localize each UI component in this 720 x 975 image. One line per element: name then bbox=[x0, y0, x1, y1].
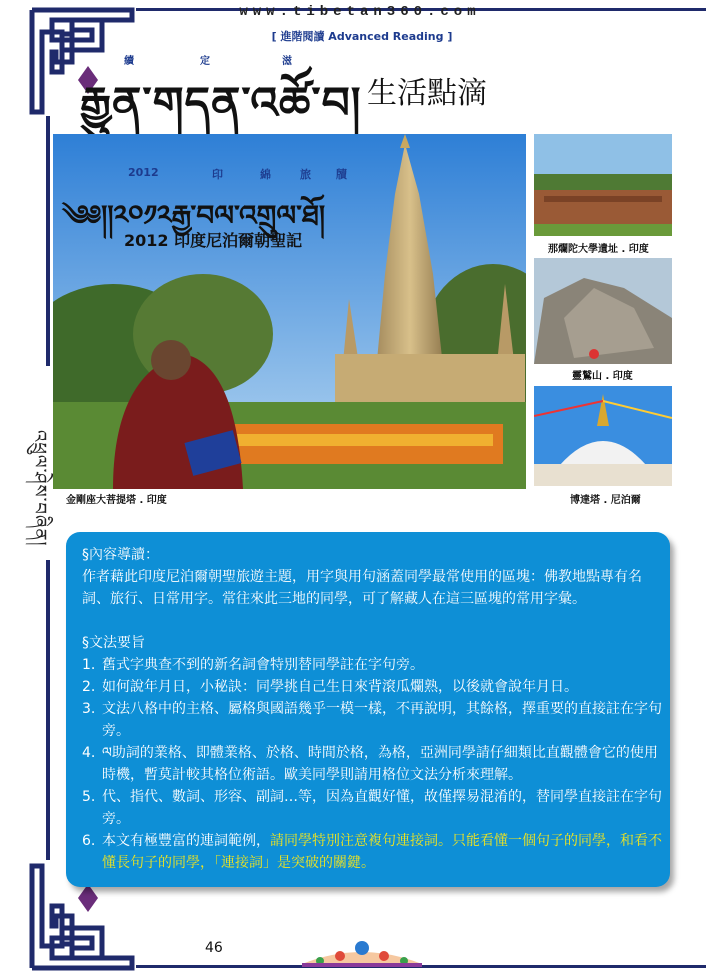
vertical-side-text: འཕྲུལ་ཤེས་བཞིན། bbox=[29, 430, 50, 547]
auspicious-symbols-ornament bbox=[300, 936, 424, 968]
grammar-item: 6. 本文有極豐富的連詞範例，請同學特別注意複句連接詞。只能看懂一個句子的同學，和看不懂長句子的同學，「連接詞」是突破的關鍵。 bbox=[82, 833, 662, 871]
heading-gloss-2: 印 bbox=[212, 168, 223, 181]
level-tag: [ 進階閱讀 Advanced Reading ] bbox=[271, 30, 453, 43]
highlighted-text: 請同學特別注意複句連接詞。只能看懂一個句子的同學，和看不懂長句子的同學，「連接詞」是突破的關鍵。 bbox=[102, 833, 662, 871]
grammar-item: 3. 文法八格中的主格、屬格與國語幾乎一模一樣，不再說明，其餘格，擇重要的直接註在字句旁。 bbox=[82, 701, 662, 739]
side-photo-caption-3: 博達塔 . 尼泊爾 bbox=[570, 495, 641, 506]
grammar-list bbox=[82, 654, 662, 874]
left-border-stripe-bottom bbox=[42, 560, 54, 860]
page-number: 46 bbox=[205, 940, 223, 956]
heading-gloss-5: 牘 bbox=[336, 168, 347, 181]
intro-body: 作者藉此印度尼泊爾朝聖旅遊主題，用字與用句涵蓋同學最常使用的區塊：佛教地點專有名詞、旅行、日常用字。常往來此三地的同學，可了解藏人在這三區塊的常用字彙。 bbox=[82, 569, 642, 607]
site-url[interactable]: www.tibetan360.com bbox=[239, 4, 481, 20]
side-photo-caption-1: 那爛陀大學遺址 . 印度 bbox=[548, 244, 649, 255]
grammar-item: 5. 代、指代、數詞、形容、副詞…等，因為直觀好懂，故僅擇易混淆的，替同學直接註在字句旁。 bbox=[82, 789, 662, 827]
heading-gloss-4: 旅 bbox=[300, 168, 311, 181]
grammar-item: 2. 如何說年月日，小秘訣：同學挑自己生日來背滾瓜爛熟，以後就會說年月日。 bbox=[82, 679, 578, 695]
nalanda-ruins-photo bbox=[534, 134, 672, 236]
page-title-chinese: 生活點滴 bbox=[367, 76, 487, 111]
grammar-item: 4. ལ助詞的業格、即體業格、於格、時間於格，為格，亞洲同學請仔細類比直觀體會它的使用時機，暫莫計較其格位術語。歐美同學則請用格位文法分析來理解。 bbox=[82, 745, 658, 783]
intro-heading: §內容導讀： bbox=[82, 547, 159, 563]
heading-gloss-3: 綿 bbox=[260, 168, 271, 181]
heading-gloss-1: 2012 bbox=[128, 166, 159, 179]
photo-heading-tibetan: ༄༅།།༢༠༡༢རྒྱ་བལ་འགྲུལ་ཐོ། bbox=[62, 199, 326, 232]
main-photo-caption: 金剛座大菩提塔 . 印度 bbox=[66, 495, 167, 506]
page-title-tibetan: རྒྱུན་གདན་འཚོ་བ། bbox=[80, 78, 362, 129]
grammar-heading: §文法要旨 bbox=[82, 635, 145, 651]
grammar-item: 1. 舊式字典查不到的新名詞會特別替同學註在字句旁。 bbox=[82, 657, 424, 673]
title-gloss-1: 續 bbox=[124, 56, 134, 67]
boudhanath-stupa-photo bbox=[534, 386, 672, 486]
vulture-peak-photo bbox=[534, 258, 672, 364]
photo-heading-chinese: 2012 印度尼泊爾朝聖記 bbox=[124, 231, 303, 250]
title-gloss-2: 定 bbox=[200, 56, 210, 67]
reading-guide-box bbox=[66, 532, 670, 887]
side-photo-caption-2: 靈鷲山 . 印度 bbox=[572, 371, 633, 382]
title-gloss-3: 滋 bbox=[282, 56, 292, 67]
